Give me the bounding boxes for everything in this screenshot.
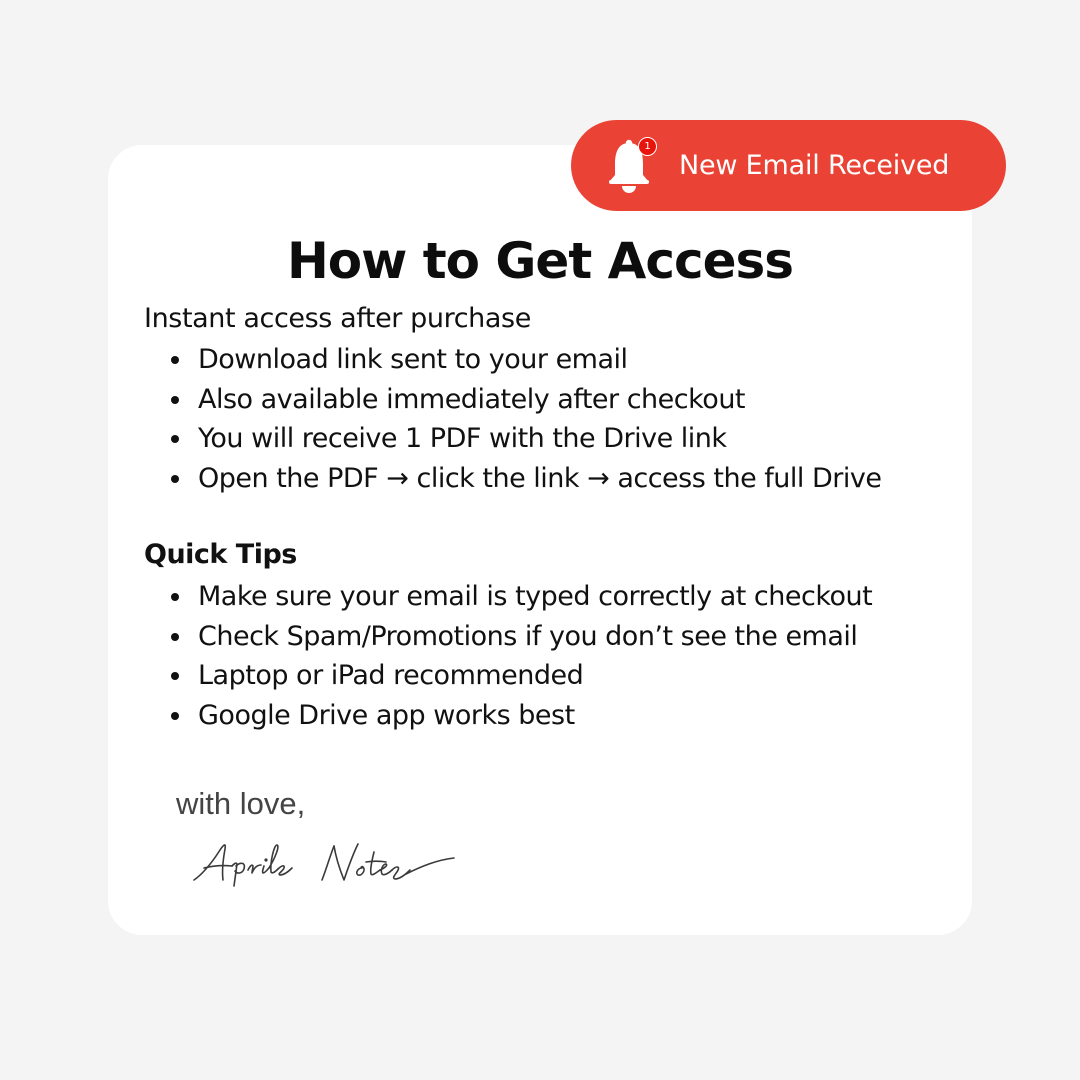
list-item: Make sure your email is typed correctly at checkout: [144, 577, 872, 617]
tips-heading: Quick Tips: [144, 539, 297, 570]
list-item: Open the PDF → click the link → access the full Drive: [144, 459, 881, 499]
bell-icon: [607, 137, 657, 195]
signature: [192, 840, 457, 894]
access-lead: Instant access after purchase: [144, 303, 531, 334]
notification-text: New Email Received: [679, 150, 950, 181]
new-email-notification[interactable]: [571, 120, 1006, 211]
tips-list: [144, 577, 872, 735]
list-item: You will receive 1 PDF with the Drive link: [144, 419, 881, 459]
list-item: Check Spam/Promotions if you don’t see the email: [144, 617, 872, 657]
list-item: Download link sent to your email: [144, 340, 881, 380]
list-item: Google Drive app works best: [144, 696, 872, 736]
page-title: How to Get Access: [286, 232, 794, 290]
signoff: with love,: [176, 786, 306, 821]
list-item: Also available immediately after checkout: [144, 380, 881, 420]
access-list: [144, 340, 881, 498]
list-item: Laptop or iPad recommended: [144, 656, 872, 696]
notification-badge: 1: [638, 137, 657, 156]
